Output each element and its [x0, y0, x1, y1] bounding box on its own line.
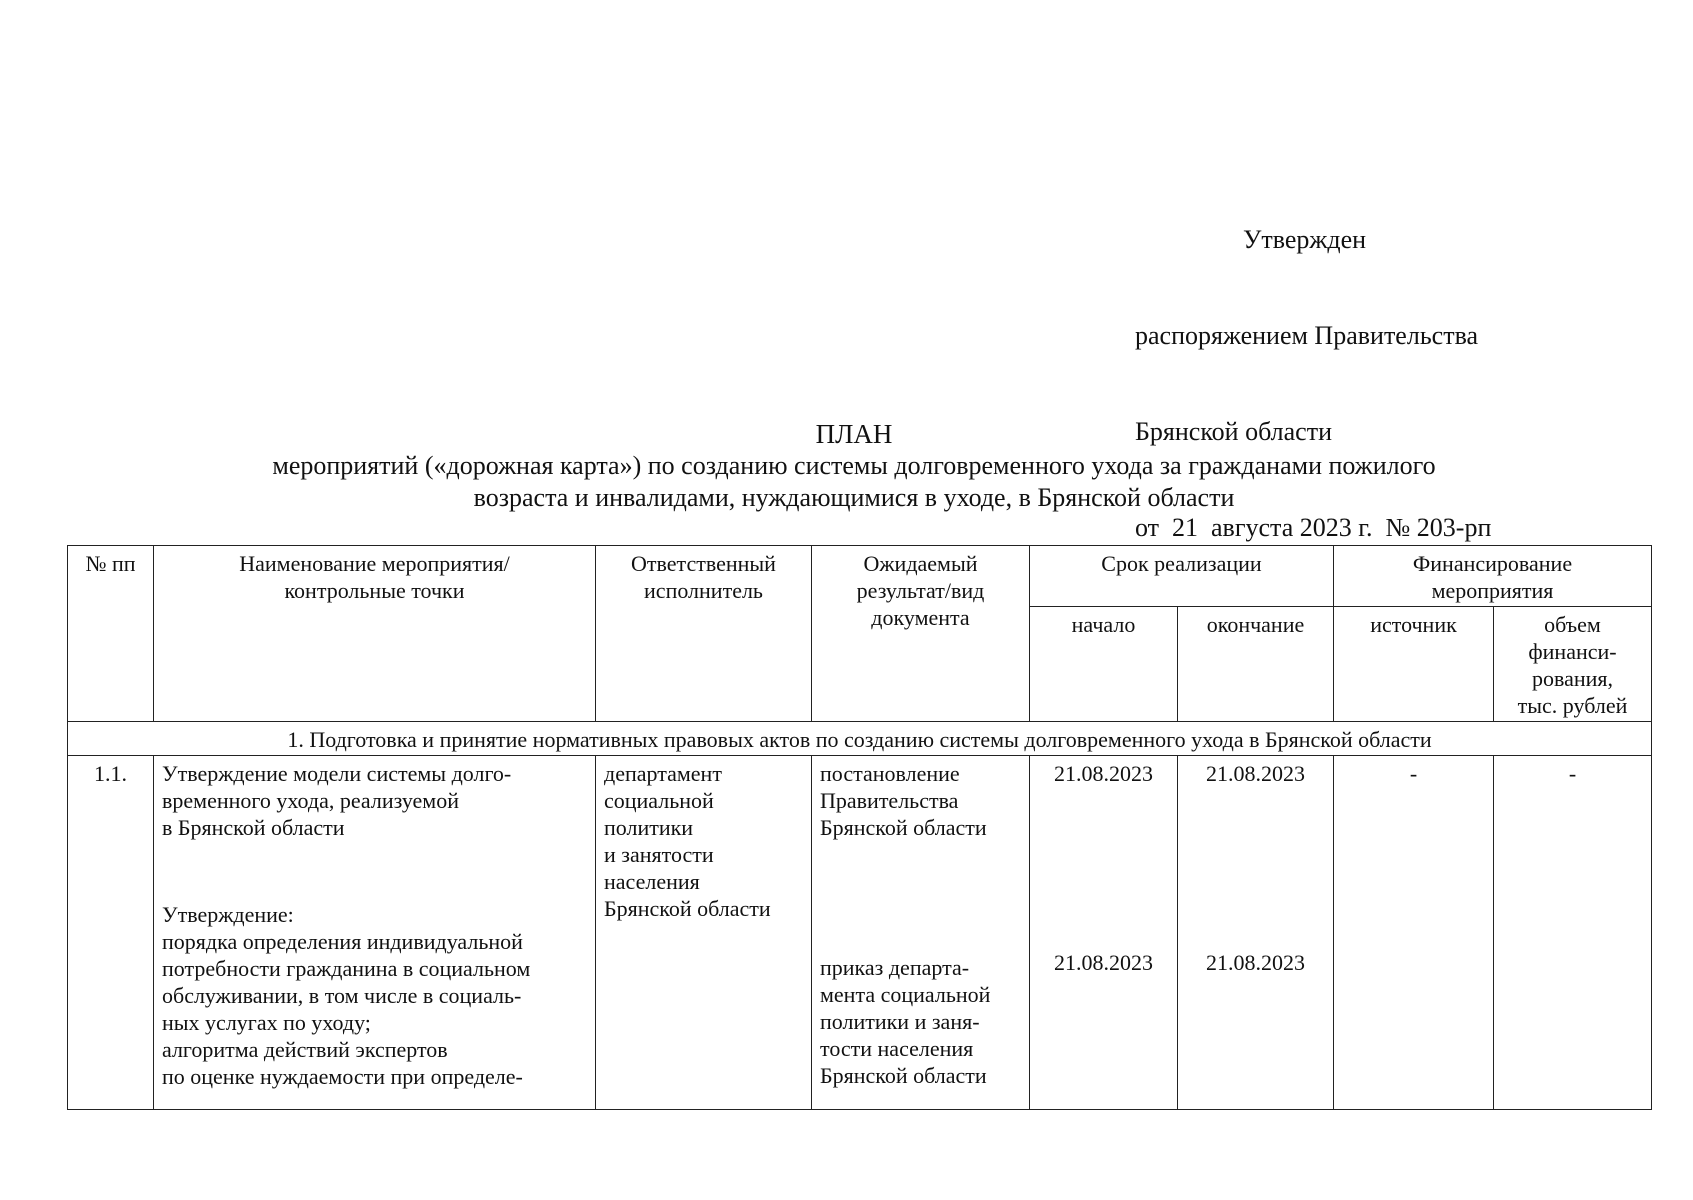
row-1-1-start-checkpoints: 21.08.2023 [1054, 950, 1153, 975]
plan-table [67, 545, 1652, 1110]
row-1-1-result-checkpoints: приказ департа- мента социальной политики и заня- тости населения Брянской области [820, 955, 991, 1088]
section-1-title: 1. Подготовка и принятие нормативных правовых актов по созданию системы долговременного ухода в Брянской области [68, 722, 1652, 756]
header-end: окончание [1178, 607, 1334, 722]
header-financing: Финансирование мероприятия [1334, 546, 1652, 607]
header-result: Ожидаемый результат/вид документа [812, 546, 1030, 722]
document-title: ПЛАН [815, 419, 893, 449]
row-1-1-start-main: 21.08.2023 [1054, 761, 1153, 786]
row-1-1-start [1030, 756, 1178, 1110]
row-1-1-end-main: 21.08.2023 [1206, 761, 1305, 786]
document-subtitle-line-1: мероприятий («дорожная карта») по созданию системы долговременного ухода за гражданами пожилого [272, 451, 1436, 480]
row-1-1-end [1178, 756, 1334, 1110]
row-1-1-name-main: Утверждение модели системы долго- временного ухода, реализуемой в Брянской области [162, 761, 512, 840]
row-1-1-volume: - [1494, 756, 1652, 1110]
row-1-1-executor: департамент социальной политики и занятости населения Брянской области [596, 756, 812, 1110]
document-subtitle-line-2: возраста и инвалидами, нуждающимися в уходе, в Брянской области [473, 483, 1235, 512]
approval-line-1: Утвержден [1243, 225, 1367, 254]
row-1-1-end-checkpoints: 21.08.2023 [1206, 950, 1305, 975]
header-source: источник [1334, 607, 1494, 722]
header-executor: Ответственный исполнитель [596, 546, 812, 722]
row-1-1-result-main: постановление Правительства Брянской области [820, 761, 987, 840]
approval-line-3: Брянской области [1135, 417, 1332, 446]
header-volume: объем финанси- рования, тыс. рублей [1494, 607, 1652, 722]
document-heading [160, 418, 1548, 514]
row-1-1-num: 1.1. [68, 756, 154, 1110]
header-name: Наименование мероприятия/ контрольные точки [154, 546, 596, 722]
row-1-1-result [812, 756, 1030, 1110]
row-1-1-name-checkpoints: Утверждение: порядка определения индивидуальной потребности гражданина в социальном обслуживании, в том числе в социаль- ных услугах по уходу; алгоритма действий экспертов по оценке нуждаемости при определе- [162, 902, 531, 1089]
header-start: начало [1030, 607, 1178, 722]
approval-line-4: от 21 августа 2023 г. № 203-рп [1135, 513, 1492, 542]
row-1-1-name [154, 756, 596, 1110]
header-period: Срок реализации [1030, 546, 1334, 607]
header-num: № пп [68, 546, 154, 722]
row-1-1-source: - [1334, 756, 1494, 1110]
approval-line-2: распоряжением Правительства [1135, 321, 1479, 350]
